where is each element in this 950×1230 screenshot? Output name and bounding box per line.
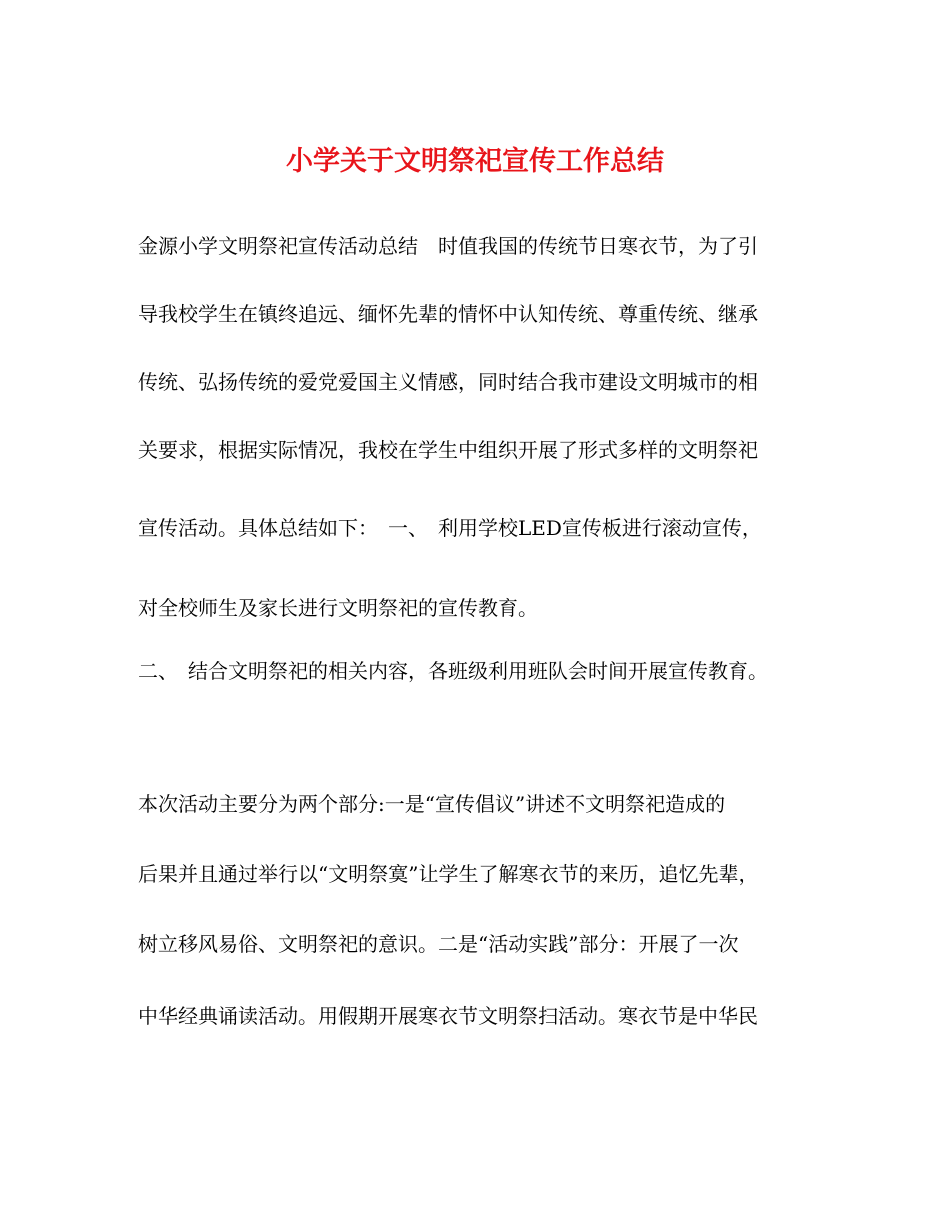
- body-line-11: 中华经典诵读活动。用假期开展寒衣节文明祭扫活动。寒衣节是中华民: [138, 1004, 758, 1028]
- body-line-7: 二、 结合文明祭祀的相关内容，各班级利用班队会时间开展宣传教育。: [138, 659, 768, 683]
- body-line-5: 宣传活动。具体总结如下： 一、 利用学校LED宣传板进行滚动宣传，: [138, 516, 762, 540]
- body-line-1: 金源小学文明祭祀宣传活动总结 时值我国的传统节日寒衣节，为了引: [138, 234, 758, 258]
- body-line-10: 树立移风易俗、文明祭祀的意识。二是“活动实践”部分：开展了一次: [138, 932, 739, 956]
- document-title: 小学关于文明祭祀宣传工作总结: [286, 146, 664, 177]
- body-line-6: 对全校师生及家长进行文明祭祀的宣传教育。: [138, 596, 538, 620]
- body-line-3: 传统、弘扬传统的爱党爱国主义情感，同时结合我市建设文明城市的相: [138, 370, 758, 394]
- body-line-4: 关要求，根据实际情况，我校在学生中组织开展了形式多样的文明祭祀: [138, 438, 758, 462]
- body-line-9: 后果并且通过举行以“文明祭寞”让学生了解寒衣节的来历，追忆先辈，: [138, 862, 759, 886]
- body-line-2: 导我校学生在镇终追远、缅怀先辈的情怀中认知传统、尊重传统、继承: [138, 302, 758, 326]
- body-line-8: 本次活动主要分为两个部分:一是“宣传倡议”讲述不文明祭祀造成的: [138, 792, 726, 816]
